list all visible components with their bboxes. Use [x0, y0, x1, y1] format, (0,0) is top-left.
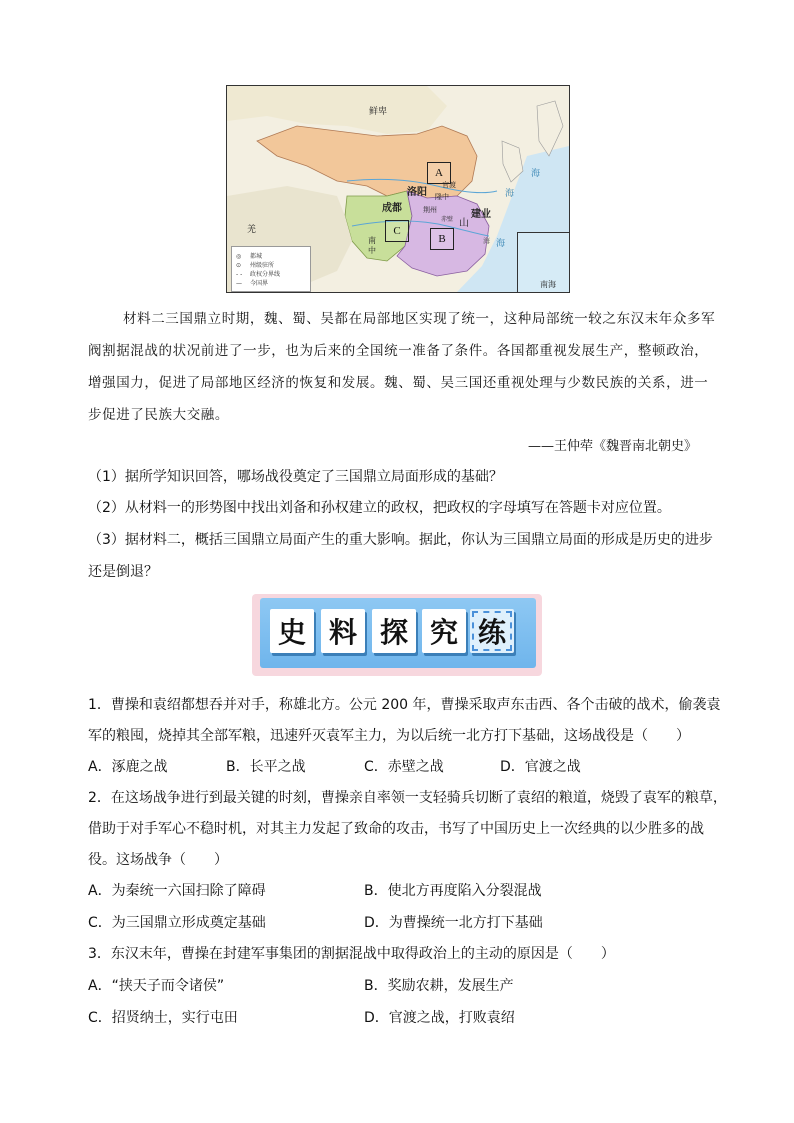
practice-3-option-b: B．奖励农耕，发展生产	[364, 978, 514, 994]
practice-3-line-1: 3．东汉末年，曹操在封建军事集团的割据混战中取得政治上的主动的原因是（ ）	[88, 946, 615, 962]
material2-line-2: 阀割据混战的状况前进了一步，也为后来的全国统一准备了条件。各国都重视发展生产，整顿政治，	[88, 343, 709, 359]
south-sea-inset	[517, 232, 570, 293]
city-guandu: 官渡	[442, 181, 456, 189]
three-kingdoms-map	[226, 85, 570, 293]
material2-source: ——王仲荦《魏晋南北朝史》	[528, 439, 698, 454]
legend-national-border: 今国界	[250, 280, 269, 287]
material2-line-3: 增强国力，促进了局部地区经济的恢复和发展。魏、蜀、吴三国还重视处理与少数民族的关系，进一	[88, 375, 709, 391]
practice-2-line-2: 借助于对手军心不稳时机，对其主力发起了致命的攻击，书写了中国历史上一次经典的以少胜多的战	[88, 821, 704, 837]
city-jingzhou: 荆州	[423, 206, 437, 214]
practice-2-option-b: B．使北方再度陷入分裂混战	[364, 883, 542, 899]
banner-char-3: 探	[372, 609, 416, 653]
sea-label-2: 海	[531, 169, 541, 179]
practice-1-line-2: 军的粮囤，烧掉其全部军粮，迅速歼灭袁军主力，为以后统一北方打下基础，这场战役是（ ）	[88, 728, 690, 744]
region-nanzhong: 南中	[368, 236, 376, 255]
legend-capital: 都城	[250, 253, 263, 260]
material2-line-1: 材料二三国鼎立时期，魏、蜀、吴都在局部地区实现了统一，这种局部统一较之东汉末年众多军	[123, 311, 716, 327]
practice-2-option-d: D．为曹操统一北方打下基础	[364, 915, 543, 931]
question-1: （1）据所学知识回答，哪场战役奠定了三国鼎立局面形成的基础？	[88, 469, 503, 485]
map-legend: ◎ 都城 ⊙ 州级驻所 - - 政权分界线 — 今国界	[231, 246, 311, 292]
material2-line-4: 步促进了民族大交融。	[88, 407, 229, 423]
sea-label-6: 海	[483, 237, 490, 245]
city-chibi: 赤壁	[441, 216, 454, 223]
question-3-line-1: （3）据材料二，概括三国鼎立局面产生的重大影响。据此，你认为三国鼎立局面的形成是历史的进步	[88, 532, 713, 548]
city-longzhong: 隆中	[435, 193, 449, 201]
legend-state-seat: 州级驻所	[250, 262, 275, 269]
state-c-box: C	[385, 220, 409, 242]
inset-label: 南海	[540, 280, 556, 289]
practice-1-line-1: 1．曹操和袁绍都想吞并对手，称雄北方。公元 200 年，曹操采取声东击西、各个击破的战术，偷袭袁	[88, 697, 721, 713]
banner-char-1: 史	[270, 609, 314, 653]
city-luoyang: 洛阳	[407, 187, 427, 198]
practice-3-option-d: D．官渡之战，打败袁绍	[364, 1010, 515, 1026]
practice-1-option-b: B．长平之战	[226, 759, 306, 775]
banner-char-2: 料	[321, 609, 365, 653]
label-shan: 山	[459, 218, 469, 229]
practice-2-option-c: C．为三国鼎立形成奠定基础	[88, 915, 266, 931]
sea-label-3: 海	[496, 239, 506, 249]
question-3-line-2: 还是倒退？	[88, 564, 158, 580]
state-b-box: B	[430, 228, 454, 250]
city-chengdu: 成都	[382, 203, 402, 214]
region-qiang: 羌	[247, 225, 257, 235]
practice-1-option-d: D．官渡之战	[500, 759, 581, 775]
banner-char-5: 练	[470, 609, 514, 653]
state-a-box: A	[427, 162, 451, 184]
banner-char-4: 究	[422, 609, 466, 653]
practice-1-option-c: C．赤壁之战	[364, 759, 444, 775]
practice-3-option-a: A．“挟天子而令诸侯”	[88, 978, 225, 994]
city-jianye: 建业	[471, 209, 491, 220]
legend-regime-border: 政权分界线	[250, 271, 281, 278]
sea-label-1: 海	[505, 189, 515, 199]
region-xianbei: 鲜卑	[369, 107, 388, 117]
practice-1-option-a: A．涿鹿之战	[88, 759, 168, 775]
question-2: （2）从材料一的形势图中找出刘备和孙权建立的政权，把政权的字母填写在答题卡对应位置。	[88, 500, 671, 516]
practice-2-line-1: 2．在这场战争进行到最关键的时刻，曹操亲自率领一支轻骑兵切断了袁绍的粮道，烧毁了袁军的粮草，	[88, 790, 727, 806]
practice-3-option-c: C．招贤纳士，实行屯田	[88, 1010, 238, 1026]
practice-2-option-a: A．为秦统一六国扫除了障碍	[88, 883, 266, 899]
practice-2-line-3: 役。这场战争（ ）	[88, 852, 228, 868]
